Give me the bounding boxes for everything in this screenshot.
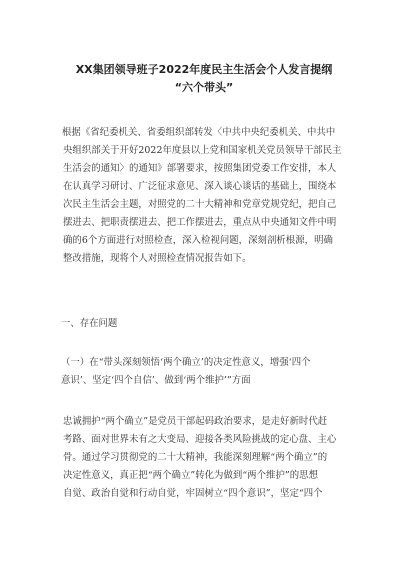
document-subtitle: “六个带头” bbox=[174, 81, 234, 94]
body-line: 决定性意义，真正把“两个确立”转化为做到“两个维护”的思想 bbox=[63, 470, 318, 481]
subsection-heading: 意识’、坚定‘四个自信’、做到‘两个维护’”方面 bbox=[61, 375, 251, 386]
body-line: 自觉、政治自觉和行动自觉，牢固树立“四个意识”，坚定“四个 bbox=[63, 488, 323, 499]
intro-line: 根据《省纪委机关、省委组织部转发〈中共中央纪委机关、中共中 bbox=[62, 127, 336, 138]
body-line: 忠诚拥护“两个确立”是党员干部起码政治要求，是走好新时代赶 bbox=[63, 416, 328, 427]
intro-line: 央组织部关于开好2022年度县以上党和国家机关党员领导干部民主 bbox=[63, 145, 342, 156]
intro-line: 摆进去、把职责摆进去、把工作摆进去，重点从中央通知文件中明 bbox=[63, 217, 337, 228]
body-line: 考路、面对世界未有之大变局、迎接各类风险挑战的定心盘、主心 bbox=[63, 434, 337, 445]
body-line: 骨。通过学习贯彻党的二十大精神，我能深刻理解“两个确立”的 bbox=[63, 452, 328, 463]
intro-line: 整改措施，现将个人对照检查情况报告如下。 bbox=[63, 253, 252, 264]
subsection-heading: （一）在“带头深刻领悟‘两个确立’的决定性意义，增强‘四个 bbox=[61, 357, 311, 368]
intro-line: 生活会的通知〉的通知》部署要求，按照集团党委工作安排，本人 bbox=[63, 163, 337, 174]
section-heading: 一、存在问题 bbox=[61, 318, 118, 329]
intro-line: 在认真学习研讨、广泛征求意见、深入谈心谈话的基础上，围绕本 bbox=[63, 181, 337, 192]
intro-line: 次民主生活会主题，对照党的二十大精神和党章党规党纪，把自己 bbox=[63, 199, 337, 210]
intro-line: 确的6个方面进行对照检查，深入检视问题，深刻剖析根源，明确 bbox=[63, 235, 333, 246]
document-title: XX集团领导班子2022年度民主生活会个人发言提纲 bbox=[75, 63, 333, 76]
